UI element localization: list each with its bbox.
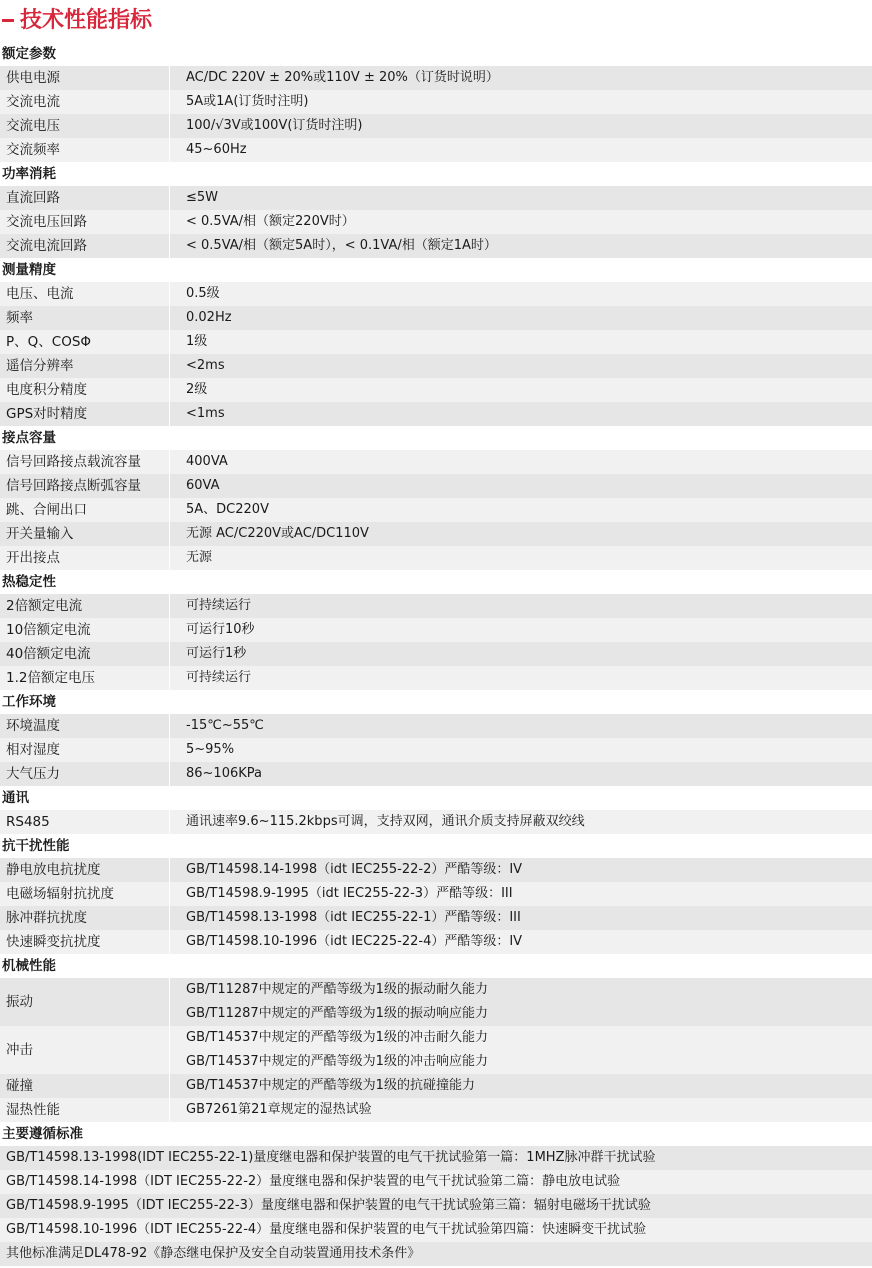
spec-value: 5~95%	[186, 742, 235, 757]
standard-item: GB/T14598.10-1996（IDT IEC255-22-4）量度继电器和保护装置的电气干扰试验第四篇：快速瞬变干扰试验	[0, 1218, 872, 1242]
spec-label: 直流回路	[0, 186, 170, 210]
spec-label: 碰撞	[0, 1074, 170, 1098]
standard-item: GB/T14598.14-1998（IDT IEC255-22-2）量度继电器和保护装置的电气干扰试验第二篇：静电放电试验	[0, 1170, 872, 1194]
spec-label: 脉冲群抗扰度	[0, 906, 170, 930]
section-heading: 接点容量	[0, 426, 872, 450]
spec-value: ≤5W	[186, 190, 219, 205]
spec-label: 开出接点	[0, 546, 170, 570]
spec-value: GB/T14537中规定的严酷等级为1级的抗碰撞能力	[186, 1078, 475, 1093]
spec-label: 振动	[0, 978, 170, 1026]
spec-label: 大气压力	[0, 762, 170, 786]
spec-row	[0, 930, 872, 954]
section-heading: 热稳定性	[0, 570, 872, 594]
spec-value: 60VA	[186, 478, 220, 493]
spec-row	[0, 522, 872, 546]
standards-heading: 主要遵循标准	[0, 1122, 872, 1146]
spec-label: 信号回路接点断弧容量	[0, 474, 170, 498]
spec-value: -15℃~55℃	[186, 718, 264, 733]
spec-row	[0, 450, 872, 474]
spec-row	[0, 546, 872, 570]
spec-value: GB/T11287中规定的严酷等级为1级的振动响应能力	[186, 1006, 488, 1021]
spec-row	[0, 114, 872, 138]
spec-row	[0, 1074, 872, 1098]
spec-value: < 0.5VA/相（额定220V时）	[186, 214, 355, 229]
spec-row	[0, 666, 872, 690]
section-heading: 抗干扰性能	[0, 834, 872, 858]
spec-value: GB/T14598.10-1996（idt IEC225-22-4）严酷等级：IV	[186, 934, 523, 949]
spec-value: GB/T14598.14-1998（idt IEC255-22-2）严酷等级：IV	[186, 862, 523, 877]
spec-row	[0, 234, 872, 258]
spec-label: 信号回路接点载流容量	[0, 450, 170, 474]
spec-row	[0, 618, 872, 642]
spec-value: GB/T14598.9-1995（idt IEC255-22-3）严酷等级：III	[186, 886, 513, 901]
spec-value: GB/T14598.13-1998（idt IEC255-22-1）严酷等级：III	[186, 910, 521, 925]
section-heading: 机械性能	[0, 954, 872, 978]
spec-value: 可持续运行	[186, 598, 252, 613]
spec-row	[0, 882, 872, 906]
spec-label: 交流电流	[0, 90, 170, 114]
spec-value: 86~106KPa	[186, 766, 262, 781]
spec-label: 40倍额定电流	[0, 642, 170, 666]
spec-label: 频率	[0, 306, 170, 330]
spec-label: 2倍额定电流	[0, 594, 170, 618]
spec-value: 可运行1秒	[186, 646, 247, 661]
spec-label: 交流频率	[0, 138, 170, 162]
spec-value: 无源 AC/C220V或AC/DC110V	[186, 526, 369, 541]
spec-row	[0, 90, 872, 114]
spec-value: 1级	[186, 334, 208, 349]
spec-row	[0, 474, 872, 498]
standard-item: GB/T14598.9-1995（IDT IEC255-22-3）量度继电器和保护装置的电气干扰试验第三篇：辐射电磁场干扰试验	[0, 1194, 872, 1218]
spec-row	[0, 714, 872, 738]
spec-value: GB/T14537中规定的严酷等级为1级的冲击响应能力	[186, 1054, 488, 1069]
standard-item: GB/T14598.13-1998(IDT IEC255-22-1)量度继电器和保护装置的电气干扰试验第一篇：1MHZ脉冲群干扰试验	[0, 1146, 872, 1170]
spec-value-group	[170, 1026, 872, 1074]
spec-label: 湿热性能	[0, 1098, 170, 1122]
spec-label: 冲击	[0, 1026, 170, 1074]
section-heading: 工作环境	[0, 690, 872, 714]
spec-label: 交流电流回路	[0, 234, 170, 258]
section-heading: 功率消耗	[0, 162, 872, 186]
spec-row	[0, 282, 872, 306]
spec-row	[0, 186, 872, 210]
spec-label: 开关量输入	[0, 522, 170, 546]
section-heading: 测量精度	[0, 258, 872, 282]
spec-row	[0, 594, 872, 618]
spec-label: 1.2倍额定电压	[0, 666, 170, 690]
spec-label: 10倍额定电流	[0, 618, 170, 642]
spec-row	[0, 1098, 872, 1122]
spec-label: RS485	[0, 810, 170, 834]
spec-value: 5A、DC220V	[186, 502, 269, 517]
spec-value: 5A或1A(订货时注明)	[186, 94, 309, 109]
spec-row	[0, 306, 872, 330]
spec-row	[0, 402, 872, 426]
section-heading: 额定参数	[0, 42, 872, 66]
spec-label: 交流电压回路	[0, 210, 170, 234]
spec-table	[0, 42, 872, 1266]
spec-label: 静电放电抗扰度	[0, 858, 170, 882]
spec-row	[0, 138, 872, 162]
spec-row	[0, 762, 872, 786]
section-heading: 通讯	[0, 786, 872, 810]
spec-row	[0, 498, 872, 522]
spec-row	[0, 330, 872, 354]
spec-row	[0, 858, 872, 882]
spec-value: GB7261第21章规定的湿热试验	[186, 1102, 372, 1117]
spec-row	[0, 978, 872, 1026]
spec-value: <2ms	[186, 358, 225, 373]
spec-label: 电压、电流	[0, 282, 170, 306]
spec-value: 45~60Hz	[186, 142, 247, 157]
spec-value-group	[170, 978, 872, 1026]
spec-value: GB/T11287中规定的严酷等级为1级的振动耐久能力	[186, 982, 488, 997]
spec-value: 0.02Hz	[186, 310, 232, 325]
title-dash-mark	[2, 19, 14, 22]
spec-value: < 0.5VA/相（额定5A时），< 0.1VA/相（额定1A时）	[186, 238, 497, 253]
spec-value: 400VA	[186, 454, 228, 469]
spec-value: 100/√3V或100V(订货时注明)	[186, 118, 363, 133]
spec-label: 电度积分精度	[0, 378, 170, 402]
spec-value: 0.5级	[186, 286, 220, 301]
spec-value: GB/T14537中规定的严酷等级为1级的冲击耐久能力	[186, 1030, 488, 1045]
spec-row	[0, 66, 872, 90]
spec-row	[0, 738, 872, 762]
spec-label: 快速瞬变抗扰度	[0, 930, 170, 954]
spec-row	[0, 210, 872, 234]
spec-label: 环境温度	[0, 714, 170, 738]
spec-label: P、Q、COSΦ	[0, 330, 170, 354]
spec-row	[0, 642, 872, 666]
spec-row	[0, 354, 872, 378]
page-title-text: 技术性能指标	[20, 8, 153, 33]
spec-row	[0, 1026, 872, 1074]
spec-row	[0, 378, 872, 402]
standard-item: 其他标准满足DL478-92《静态继电保护及安全自动装置通用技术条件》	[0, 1242, 872, 1266]
spec-value: 无源	[186, 550, 213, 565]
spec-value: 2级	[186, 382, 208, 397]
spec-row	[0, 810, 872, 834]
spec-value: 通讯速率9.6~115.2kbps可调，支持双网，通讯介质支持屏蔽双绞线	[186, 814, 585, 829]
spec-row	[0, 906, 872, 930]
spec-label: 相对湿度	[0, 738, 170, 762]
spec-label: GPS对时精度	[0, 402, 170, 426]
page-title	[0, 6, 152, 36]
spec-label: 供电电源	[0, 66, 170, 90]
spec-label: 跳、合闸出口	[0, 498, 170, 522]
spec-value: AC/DC 220V ± 20%或110V ± 20%（订货时说明）	[186, 70, 499, 85]
spec-label: 交流电压	[0, 114, 170, 138]
spec-label: 电磁场辐射抗扰度	[0, 882, 170, 906]
spec-value: <1ms	[186, 406, 225, 421]
spec-value: 可持续运行	[186, 670, 252, 685]
spec-label: 遥信分辨率	[0, 354, 170, 378]
spec-value: 可运行10秒	[186, 622, 255, 637]
